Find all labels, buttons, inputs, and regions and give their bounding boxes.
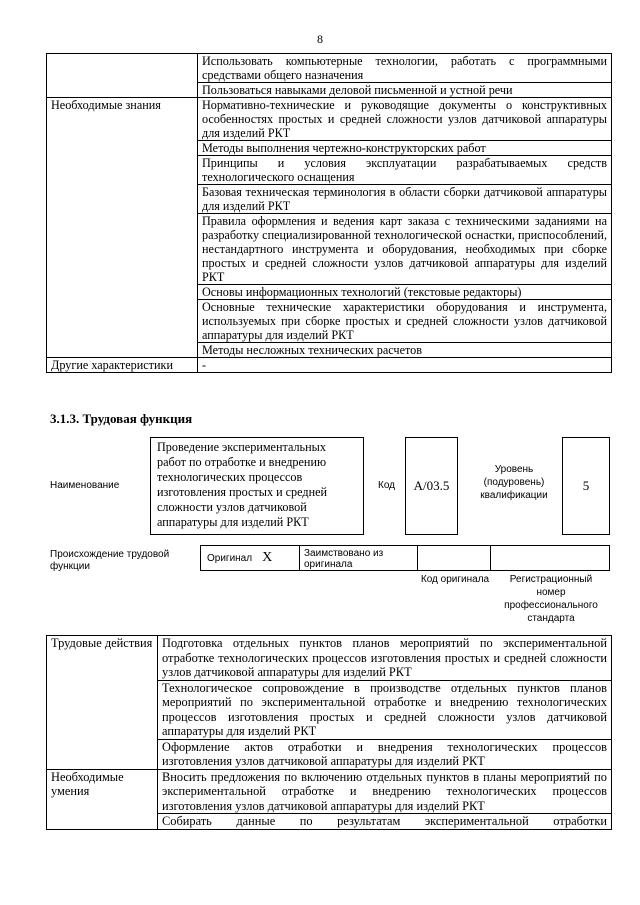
table-cell: Подготовка отдельных пунктов планов мероприятий по экспериментальной отработке технологических процессов изготовления простых и средней сложности узлов датчиковой аппаратуры для изделий РКТ <box>158 636 612 681</box>
table-cell: Технологическое сопровождение в производстве отдельных пунктов планов мероприятий по экспериментальной отработке и внедрению технологических процессов изготовления простых и средней сложности узлов датчиковой аппаратуры для изделий РКТ <box>158 680 612 739</box>
table-cell: Методы выполнения чертежно-конструкторских работ <box>198 141 612 156</box>
row-label-skills: Необходимые умения <box>47 769 158 829</box>
table-row <box>47 358 612 373</box>
row-label-actions: Трудовые действия <box>47 636 158 770</box>
page-number: 8 <box>317 32 323 46</box>
section-title: 3.1.3. Трудовая функция <box>50 411 193 426</box>
requirements-table <box>46 53 612 373</box>
row-label-other: Другие характеристики <box>47 358 198 373</box>
table-cell: Принципы и условия эксплуатации разрабатываемых средств технологического оснащения <box>198 156 612 185</box>
table-cell: Нормативно-технические и руководящие документы о конструктивных особенностях простых и средней сложности узлов датчиковой аппаратуры для изделий РКТ <box>198 98 612 141</box>
borrowed-box: Заимствовано из оригинала <box>299 545 418 571</box>
name-label: Наименование <box>50 480 120 491</box>
table-row <box>47 769 612 814</box>
registration-number-caption: Регистрационный номер профессионального стандарта <box>504 574 598 624</box>
table-row <box>47 636 612 681</box>
table-cell: Вносить предложения по включению отдельных пунктов в планы мероприятий по экспериментальной отработке и внедрению технологических процессов изготовления узлов датчиковой аппаратуры для изделий РКТ <box>158 769 612 814</box>
row-label <box>47 54 198 98</box>
table-row <box>47 98 612 141</box>
original-box <box>200 545 300 571</box>
code-label: Код <box>378 480 396 491</box>
table-cell: - <box>198 358 612 373</box>
table-row <box>47 54 612 83</box>
level-box: 5 <box>562 437 610 535</box>
row-label-knowledge: Необходимые знания <box>47 98 198 358</box>
table-cell: Оформление актов отработки и внедрения технологических процессов изготовления узлов датчиковой аппаратуры для изделий РКТ <box>158 739 612 769</box>
function-details-table <box>46 635 612 830</box>
original-label: Оригинал <box>207 552 253 564</box>
original-mark: X <box>262 550 273 565</box>
function-name-box: Проведение экспериментальных работ по отработке и внедрению технологических процессов изготовления простых и средней сложности узлов датчиковой аппаратуры для изделий РКТ <box>150 437 364 535</box>
origin-label-text: Происхождение трудовой функции <box>50 549 170 572</box>
level-label: Уровень (подуровень) квалификации <box>480 464 548 501</box>
original-code-caption: Код оригинала <box>420 574 490 585</box>
table-cell: Пользоваться навыками деловой письменной и устной речи <box>198 83 612 98</box>
table-cell: Использовать компьютерные технологии, работать с программными средствами общего назначения <box>198 54 612 83</box>
table-cell: Методы несложных технических расчетов <box>198 343 612 358</box>
original-code-box <box>417 545 491 571</box>
table-cell: Основные технические характеристики оборудования и инструмента, используемых при сборке простых и средней сложности узлов датчиковой аппаратуры для изделий РКТ <box>198 300 612 343</box>
table-cell: Правила оформления и ведения карт заказа с техническими заданиями на разработку специализированной технологической оснастки, приспособлений, нестандартного инструмента и оборудования, необходимых при сборке простых и средней сложности узлов датчиковой аппаратуры для изделий РКТ <box>198 214 612 285</box>
code-box: А/03.5 <box>405 437 458 535</box>
registration-number-box <box>490 545 610 571</box>
origin-label <box>50 549 190 573</box>
table-cell: Основы информационных технологий (текстовые редакторы) <box>198 285 612 300</box>
table-cell: Базовая техническая терминология в области сборки датчиковой аппаратуры для изделий РКТ <box>198 185 612 214</box>
table-cell: Собирать данные по результатам экспериментальной отработки <box>158 814 612 830</box>
